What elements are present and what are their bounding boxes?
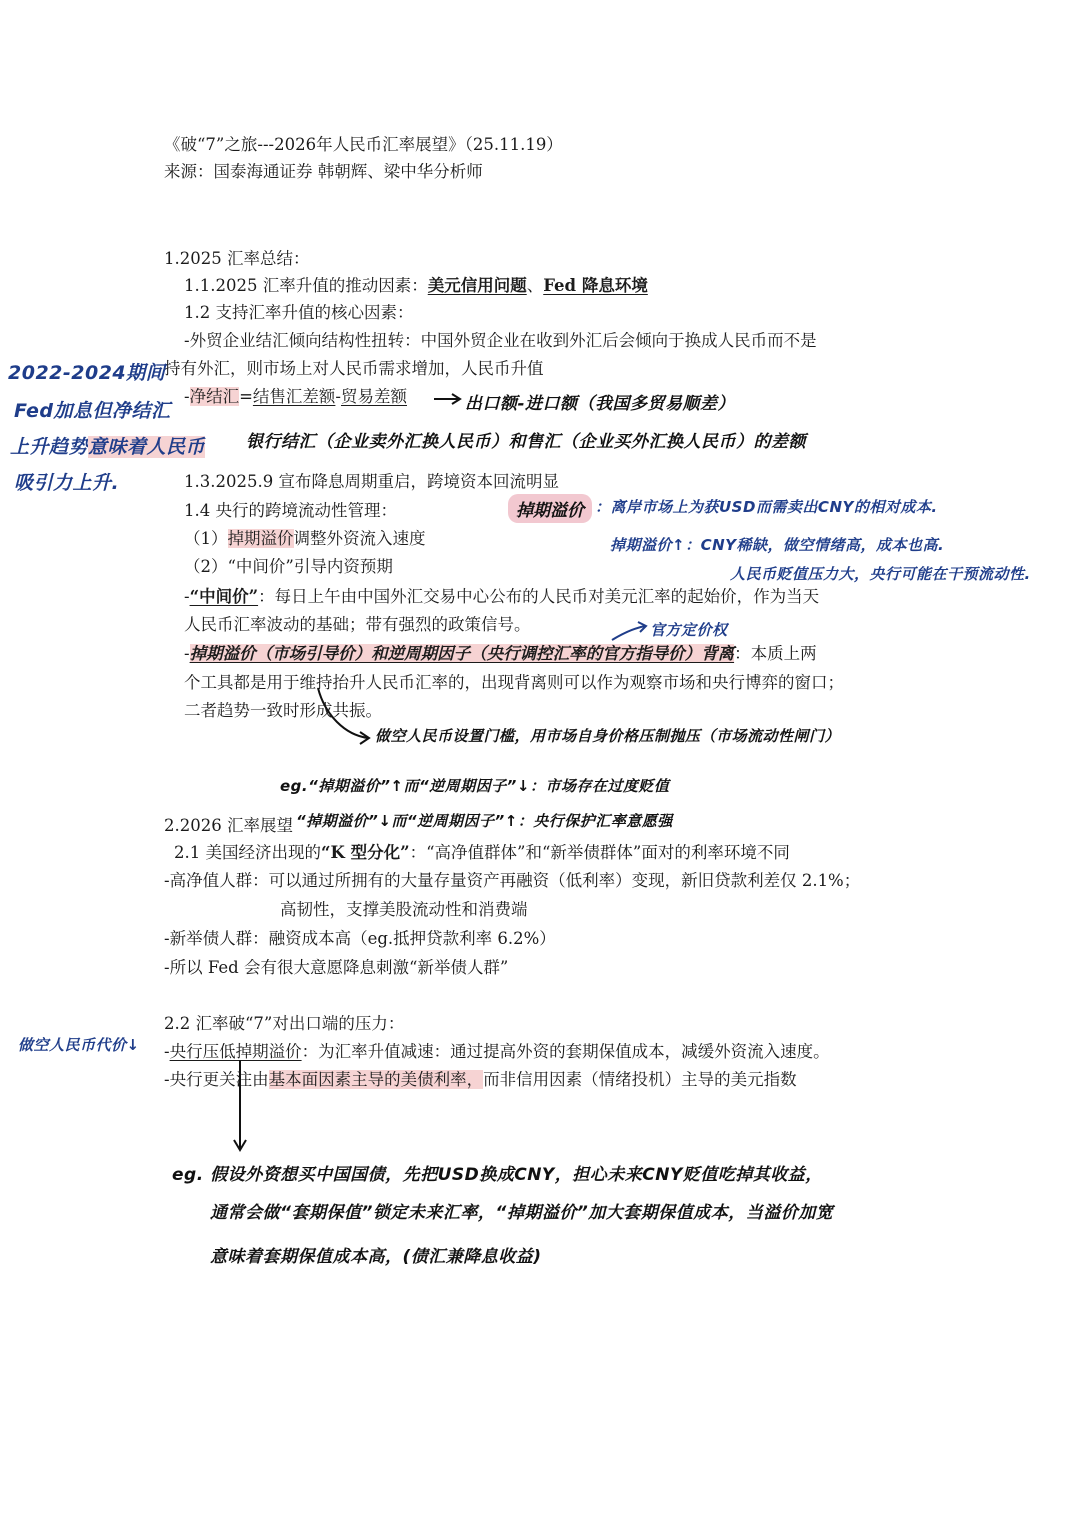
cb-lower-swap-term: 央行压低掉期溢价 <box>169 1042 302 1061</box>
hnw-line: -高净值人群：可以通过所拥有的大量存量资产再融资（低利率）变现，新旧贷款利差仅 2.1%； <box>164 871 861 890</box>
line-1-3: 1.3.2025.9 宣布降息周期重启，跨境资本回流明显 <box>184 472 559 491</box>
cb-swap-line <box>164 1041 830 1063</box>
line-1-2-a: -外贸企业结汇倾向结构性扭转：中国外贸企业在收到外汇后会倾向于换成人民币而不是 <box>184 331 817 350</box>
line-2-2: 2.2 汇率破“7”对出口端的压力： <box>164 1014 405 1033</box>
note-bottom-1: eg. 假设外资想买中国国债，先把USD换成CNY，担心未来CNY贬值吃掉其收益， <box>172 1165 823 1185</box>
short-cost-arrow-head <box>360 732 369 744</box>
central-parity-term: “中间价” <box>189 587 259 606</box>
divergence-line <box>184 643 817 665</box>
note-short-cost: 做空人民币设置门槛，用市场自身价格压制抛压（市场流动性闸门） <box>375 727 841 745</box>
central-parity-text: ：每日上午由中国外汇交易中心公布的人民币对美元汇率的起始价，作为当天 <box>258 587 820 606</box>
central-parity-line <box>184 586 819 608</box>
net-minus: - <box>335 387 341 406</box>
fed-line: -所以 Fed 会有很大意愿降息刺激“新举债人群” <box>164 958 509 977</box>
note-settlement-def: 银行结汇（企业卖外汇换人民币）和售汇（企业买外汇换人民币）的差额 <box>246 432 806 452</box>
note-swap-up2: 人民币贬值压力大，央行可能在干预流动性. <box>730 565 1031 583</box>
note-left-4: 吸引力上升. <box>14 472 120 494</box>
note-official-pricing: 官方定价权 <box>650 621 728 639</box>
divergence-text3: 二者趋势一致时形成共振。 <box>184 701 382 720</box>
new-debt-line: -新举债人群：融资成本高（eg.抵押贷款利率 6.2%） <box>164 929 556 948</box>
line-1-4-1 <box>184 528 426 550</box>
divergence-term: 掉期溢价（市场引导价）和逆周期因子（央行调控汇率的官方指导价）背离 <box>189 644 735 663</box>
official-arrow-head <box>638 622 646 632</box>
line-1-4-2: （2）“中间价”引导内资预期 <box>184 557 393 576</box>
line-1-2: 1.2 支持汇率升值的核心因素： <box>184 303 414 322</box>
line-2-1-rest: ：“高净值群体”和“新举债群体”面对的利率环境不同 <box>409 843 790 862</box>
note-eg2: “掉期溢价”↓而“逆周期因子”↑：央行保护汇率意愿强 <box>296 812 673 830</box>
section2-heading: 2.2026 汇率展望 <box>164 816 293 835</box>
line-2-1-prefix: 2.1 美国经济出现的 <box>174 843 321 862</box>
note-left-short-cost: 做空人民币代价↓ <box>18 1036 140 1054</box>
line-1-1-sep: 、 <box>526 276 544 295</box>
us-yield-highlight: 基本面因素主导的美债利率， <box>268 1070 484 1089</box>
net-settlement-line <box>184 386 407 408</box>
fx-settlement-balance: 结售汇差额 <box>252 387 336 406</box>
swap-premium-bubble: 掉期溢价 <box>508 494 592 523</box>
line-1-1 <box>184 275 648 297</box>
net-dash: - <box>184 387 190 406</box>
line-1-2-b: 持有外汇，则市场上对人民币需求增加，人民币升值 <box>164 359 544 378</box>
div-dash: - <box>184 644 190 663</box>
mid-dash: - <box>184 587 190 606</box>
note-left-3 <box>10 432 205 459</box>
doc-title: 《破“7”之旅---2026年人民币汇率展望》（25.11.19） <box>164 135 563 154</box>
note-left-3a: 上升趋势 <box>10 436 89 458</box>
note-eg1: eg.“掉期溢价”↑而“逆周期因子”↓：市场存在过度贬值 <box>280 777 670 795</box>
swap-premium-term: 掉期溢价 <box>227 529 294 548</box>
c2-rest: 而非信用因素（情绪投机）主导的美元指数 <box>483 1070 797 1089</box>
item1-rest: 调整外资流入速度 <box>293 529 426 548</box>
k-shape-term: “K 型分化” <box>321 843 410 862</box>
note-left-1: 2022-2024期间 <box>8 362 166 384</box>
fed-cut-term: Fed 降息环境 <box>543 276 648 295</box>
note-trade-balance: 出口额-进口额（我国多贸易顺差） <box>465 394 736 414</box>
doc-source: 来源：国泰海通证券 韩朝辉、梁中华分析师 <box>164 162 483 181</box>
line-2-1 <box>174 842 790 864</box>
cb-focus-line <box>164 1069 797 1091</box>
official-arrow <box>612 626 645 640</box>
cb-swap-rest: ：为汇率升值减速：通过提高外资的套期保值成本，减缓外资流入速度。 <box>301 1042 830 1061</box>
c1-dash: - <box>164 1042 170 1061</box>
bottom-arrow-head <box>234 1140 246 1150</box>
divergence-text2: 个工具都是用于维持抬升人民币汇率的，出现背离则可以作为观察市场和央行博弈的窗口； <box>184 673 844 692</box>
usd-credit-term: 美元信用问题 <box>427 276 527 295</box>
note-left-3b: 意味着人民币 <box>88 436 206 458</box>
hnw-line2: 高韧性，支撑美股流动性和消费端 <box>280 900 528 919</box>
note-left-2: Fed加息但净结汇 <box>14 400 171 422</box>
note-bottom-2: 通常会做“套期保值”锁定未来汇率，“掉期溢价”加大套期保值成本，当溢价加宽 <box>210 1203 834 1223</box>
item1-num: （1） <box>184 529 228 548</box>
c2-pre: -央行更关注由 <box>164 1070 269 1089</box>
trade-arrow-head <box>452 394 460 404</box>
net-eq: = <box>239 387 253 406</box>
central-parity-text2: 人民币汇率波动的基础；带有强烈的政策信号。 <box>184 615 531 634</box>
section1-heading: 1.2025 汇率总结： <box>164 249 310 268</box>
divergence-text: ：本质上两 <box>734 644 817 663</box>
note-swap-def: ：离岸市场上为获USD而需卖出CNY的相对成本. <box>595 498 938 516</box>
note-swap-up: 掉期溢价↑：CNY稀缺，做空情绪高，成本也高. <box>610 536 945 554</box>
net-settlement-term: 净结汇 <box>189 387 240 406</box>
note-bottom-3: 意味着套期保值成本高，(债汇兼降息收益) <box>210 1247 542 1267</box>
line-1-1-prefix: 1.1.2025 汇率升值的推动因素： <box>184 276 428 295</box>
trade-balance: 贸易差额 <box>340 387 407 406</box>
line-1-4: 1.4 央行的跨境流动性管理： <box>184 501 397 520</box>
